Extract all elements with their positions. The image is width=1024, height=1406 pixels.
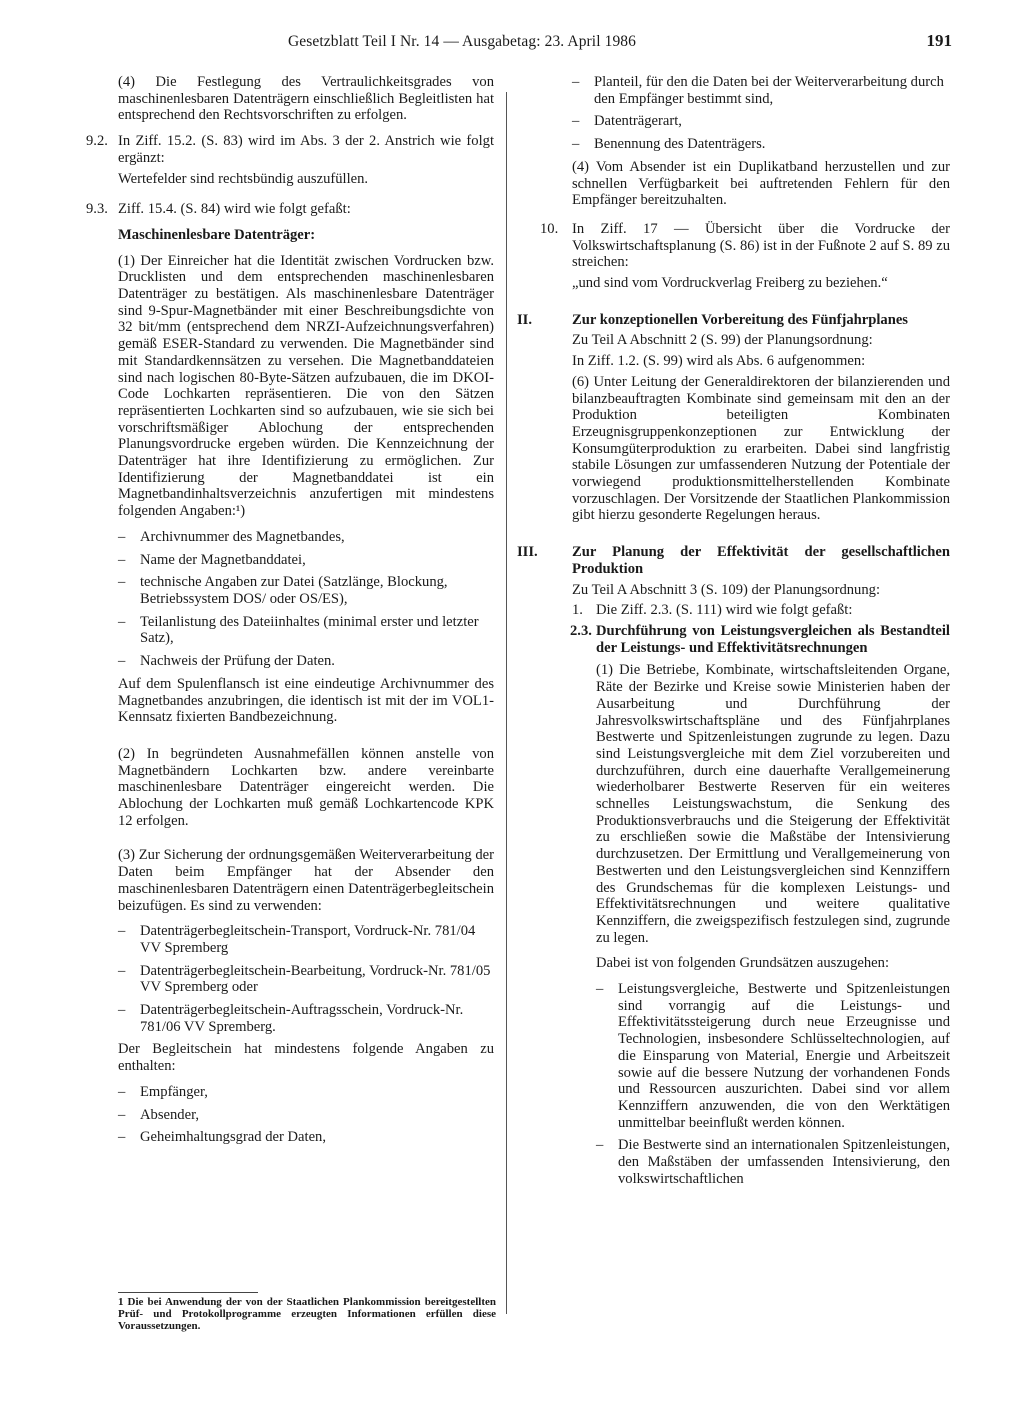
item-number: 1. [572, 602, 583, 619]
item-9-3 [86, 201, 494, 218]
list-item: – Datenträgerbegleitschein-Transport, Vordruck-Nr. 781/04 VV Spremberg [118, 923, 494, 956]
item-quote: Wertefelder sind rechtsbündig auszufüllen. [118, 170, 369, 187]
list-slips [118, 923, 494, 1035]
list-item: – Datenträgerart, [572, 113, 950, 130]
list-tape-index [118, 529, 494, 670]
section-line: In Ziff. 1.2. (S. 99) wird als Abs. 6 aufgenommen: [572, 353, 866, 370]
item-9-2 [86, 133, 494, 187]
item-number: 10. [540, 220, 559, 237]
item-text: Ziff. 15.4. (S. 84) wird wie folgt gefaßt: [118, 201, 351, 218]
paragraph-2-exceptions: (2) In begründeten Ausnahmefällen können anstelle von Magnetbändern Lochkarten bzw. andere vereinbarte maschinenlesbare Datenträger eingereicht werden. Die Ablochung der Lochkarten muß gemäß Lochkartencode KPK 12 erfolgen. [118, 745, 494, 829]
paragraph-3-accompanying-slip: (3) Zur Sicherung der ordnungsgemäßen Weiterverarbeitung der Daten beim Empfänger hat der Absender den maschinenlesbaren Datenträgern einen Datenträgerbegleitschein beizufügen. Es sind zu verwenden: [118, 847, 494, 914]
subsection-2-3 [572, 623, 950, 1188]
left-column [86, 74, 494, 1152]
list-slip-fields-continued [572, 74, 950, 153]
paragraph-spool-flange: Auf dem Spulenflansch ist eine eindeutige Archivnummer des Magnetbandes anzubringen, die identisch ist mit der im VOL1-Kennsatz fixierten Bandbezeichnung. [118, 675, 494, 726]
item-10 [540, 220, 950, 292]
list-item: – Datenträgerbegleitschein-Bearbeitung, Vordruck-Nr. 781/05 VV Spremberg oder [118, 963, 494, 996]
section-II [517, 311, 950, 524]
item-III-1 [572, 602, 950, 619]
paragraph-4-duplicate: (4) Vom Absender ist ein Duplikatband herzustellen und zur schnellen Verfügbarkeit bei auftretenden Fehlern für den Empfänger bereitzuhalten. [572, 158, 950, 209]
list-item: – Archivnummer des Magnetbandes, [118, 529, 494, 546]
list-item: – technische Angaben zur Datei (Satzlänge, Blockung, Betriebssystem DOS/ oder OS/ES), [118, 574, 494, 607]
section-number: II. [517, 311, 533, 328]
item-quote: „und sind vom Vordruckverlag Freiberg zu beziehen.“ [572, 275, 888, 292]
item-text: Die Ziff. 2.3. (S. 111) wird wie folgt gefaßt: [596, 602, 853, 619]
item-text: In Ziff. 15.2. (S. 83) wird im Abs. 3 der 2. Anstrich wie folgt ergänzt: [118, 133, 494, 166]
list-item: – Geheimhaltungsgrad der Daten, [118, 1129, 494, 1146]
subsection-number: 2.3. [570, 622, 592, 639]
list-slip-fields [118, 1084, 494, 1146]
list-item: – Leistungsvergleiche, Bestwerte und Spitzenleistungen sind vorrangig auf die Leistungs- und Effektivitätssteigerung durch neue Erzeugnisse und Technologien, insbesondere Schlüsseltechnologien, auf die Einsparung von Material, Energie und Arbeitszeit sowie auf die bessere Nutzung der vorhandenen Fonds und Ressourcen auszurichten. Dabei sind vor allem Kennziffern anzuwenden, die von den Werktätigen unmittelbar beeinflußt werden können. [596, 981, 950, 1131]
subsection-heading: Durchführung von Leistungsvergleichen als Bestandteil der Leistungs- und Effektivitätsrechnungen [596, 622, 950, 656]
list-item: – Teilanlistung des Dateiinhaltes (minimal erster und letzter Satz), [118, 614, 494, 647]
footnote: 1 Die bei Anwendung der von der Staatlichen Plankommission bereitgestellten Prüf- und Protokollprogramme erzeugten Informationen erfüllen diese Voraussetzungen. [118, 1296, 496, 1332]
item-text: In Ziff. 17 — Übersicht über die Vordrucke der Volkswirtschaftsplanung (S. 86) ist in der Fußnote 2 auf S. 89 zu streichen: [572, 220, 950, 271]
list-item: – Empfänger, [118, 1084, 494, 1101]
section-III [517, 544, 950, 1187]
list-item: – Planteil, für den die Daten bei der Weiterverarbeitung durch den Empfänger bestimmt sind, [572, 74, 950, 107]
paragraph-4-confidentiality: (4) Die Festlegung des Vertraulichkeitsgrades von maschinenlesbaren Datenträgern einschließlich Begleitlisten hat entsprechend den Rechtsvorschriften zu erfolgen. [118, 74, 494, 124]
paragraph-1-benchmarks: (1) Die Betriebe, Kombinate, wirtschaftsleitenden Organe, Räte der Bezirke und Kreise sowie Ministerien haben der Ausarbeitung und Durchführung der Jahresvolkswirtschaftspläne und des Fünfjahrplanes Bestwerte und Spitzenleistungen zugrunde zu legen. Dazu sind Leistungsvergleiche mit dem Ziel vorzubereiten und durchzuführen, durch eine dauerhafte Verallgemeinerung wiederholbarer Bestwerte Reserven für ein weiteres schnelles Leistungswachstum, die Senkung des Produktionsverbrauchs und die Steigerung der Effektivität zu erschließen sowie die Maßstäbe der Intensivierung durchzusetzen. Der Ermittlung und Verallgemeinerung von Bestwerten und den Leistungsvergleichen sind Kennziffern des Grundschemas für die komplexen Leistungs- und Effektivitätsrechnungen und weitere qualitative Kennziffern, die zweigspezifisch festzulegen sind, zugrunde zu legen. [596, 662, 950, 946]
item-number: 9.2. [86, 133, 108, 150]
paragraph-6-consumer-goods: (6) Unter Leitung der Generaldirektoren der bilanzierenden und bilanzbeauftragten Kombinate sind gemeinsam mit den an der Produktion beteiligten Kombinaten Erzeugnisgruppenkonzeptionen zur Entwicklung der Konsumgüterproduktion zu erarbeiten. Dabei sind langfristig stabile Lösungen zur umfassenderen Nutzung der Potentiale der vorwiegend produktionsmittelherstellenden Kombinate vorzuschlagen. Der Vorsitzende der Staatlichen Plankommission gibt hierzu gesonderte Regelungen heraus. [572, 373, 950, 524]
page-number: 191 [926, 31, 952, 50]
page-header [288, 30, 952, 54]
list-item: – Datenträgerbegleitschein-Auftragsschein, Vordruck-Nr. 781/06 VV Spremberg. [118, 1002, 494, 1035]
list-item: – Name der Magnetbanddatei, [118, 552, 494, 569]
list-item: – Absender, [118, 1107, 494, 1124]
list-item: – Benennung des Datenträgers. [572, 136, 950, 153]
list-item: – Nachweis der Prüfung der Daten. [118, 653, 494, 670]
right-column [517, 74, 950, 1193]
column-divider [506, 92, 507, 1314]
footnote-rule [118, 1292, 258, 1293]
list-item: – Die Bestwerte sind an internationalen Spitzenleistungen, den Maßstäben der umfassenden Intensivierung, den volkswirtschaftlichen [596, 1137, 950, 1187]
paragraph-principles: Dabei ist von folgenden Grundsätzen auszugehen: [596, 955, 890, 972]
section-heading: Zur konzeptionellen Vorbereitung des Fünfjahrplanes [572, 311, 908, 328]
paragraph-slip-contents: Der Begleitschein hat mindestens folgende Angaben zu enthalten: [118, 1041, 494, 1075]
item-number: 9.3. [86, 201, 108, 218]
section-heading: Zur Planung der Effektivität der gesellschaftlichen Produktion [572, 544, 950, 577]
section-line: Zu Teil A Abschnitt 3 (S. 109) der Planungsordnung: [572, 581, 881, 598]
section-line: Zu Teil A Abschnitt 2 (S. 99) der Planungsordnung: [572, 332, 873, 349]
section-heading: Maschinenlesbare Datenträger: [118, 226, 316, 243]
header-title: Gesetzblatt Teil I Nr. 14 — Ausgabetag: 23. April 1986 [288, 33, 636, 50]
subsection-heading-wrap [570, 622, 950, 656]
section-number: III. [517, 544, 538, 561]
paragraph-1-identity: (1) Der Einreicher hat die Identität zwischen Vordrucken bzw. Drucklisten und dem entsprechenden maschinenlesbaren Datenträger zu bestätigen. Als maschinenlesbare Datenträger sind 9-Spur-Magnetbänder mit einer Beschreibungsdichte von 32 bit/mm (entsprechend dem NRZI-Aufzeichnungsverfahren) gemäß ESER-Standard zu verwenden. Die Magnetbänder sind mit Standardkennsätzen zu versehen. Die Magnetbanddateien sind nach logischen 80-Byte-Sätzen aufzubauen, die im DKOI-Code Lochkarten repräsentieren. Die von den Sätzen repräsentierten Lochkarten sind so aufzubauen, wie sie sich bei vorschriftsmäßiger Ablochung der entsprechenden Planungsvordrucke ergeben würden. Die Kennzeichnung der Datenträger hat ihre Identifizierung zu ermöglichen. Zur Identifizierung der Magnetbanddatei ist ein Magnetbandinhaltsverzeichnis anzufertigen mit mindestens folgenden Angaben:¹) [118, 252, 494, 520]
